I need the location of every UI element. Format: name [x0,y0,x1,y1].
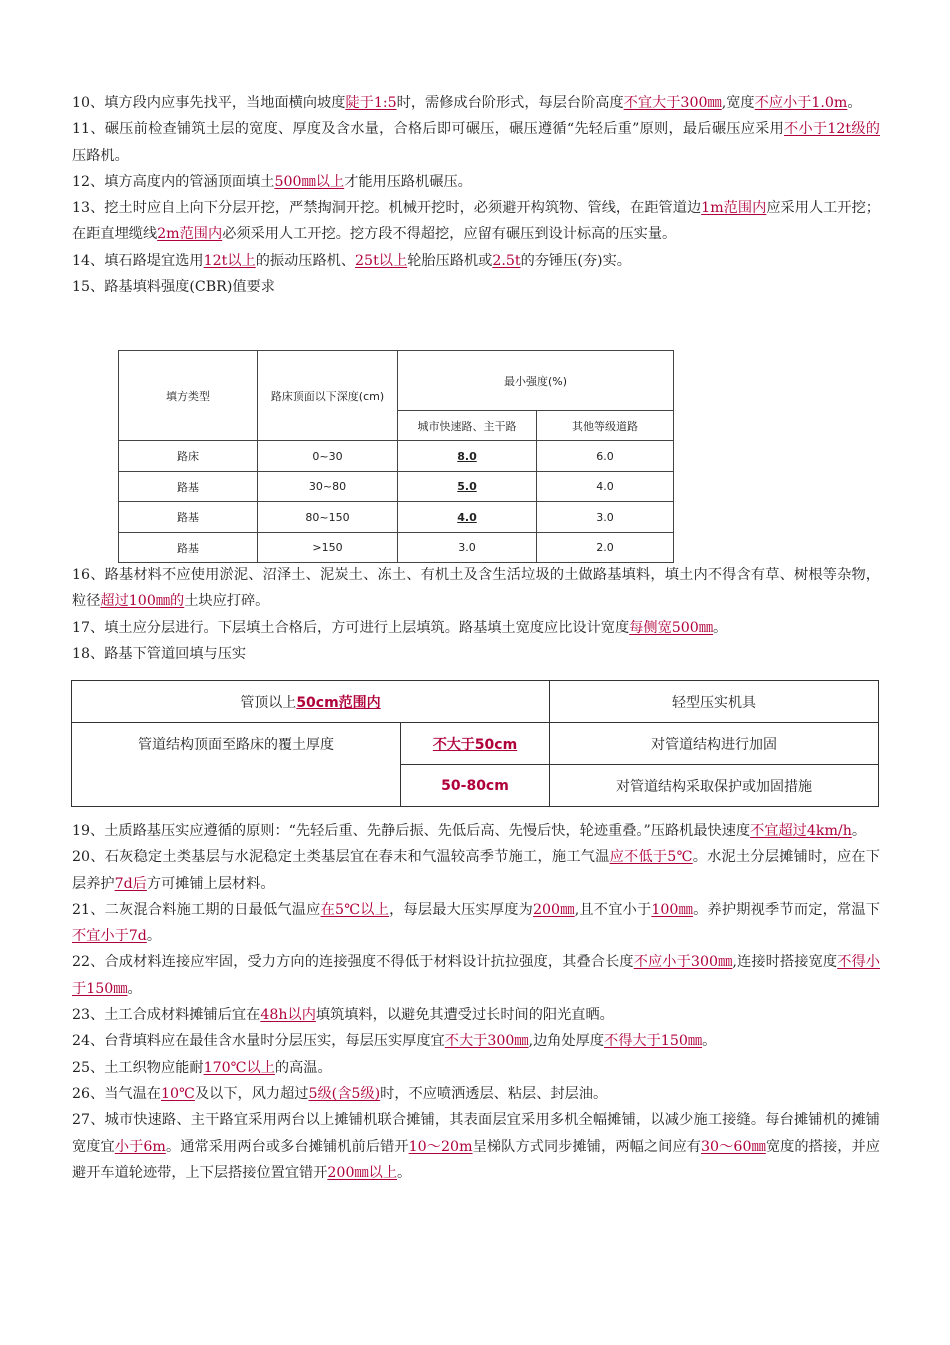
pipe-backfill-table [71,680,879,807]
paragraph-text: 15、路基填料强度(CBR)值要求 [72,279,275,296]
cbr-header-other-roads: 其他等级道路 [537,411,674,441]
section-16-18 [72,562,880,667]
cbr-cell-depth: 80~150 [258,502,398,533]
highlight-text: 30～60㎜ [701,1138,766,1155]
pipe-top-range: 50cm范围内 [296,694,381,711]
paragraph-text: 14、填石路堤宜选用 [72,252,204,269]
paragraph [72,248,880,274]
paragraph [72,562,880,615]
highlight-text: 500㎜以上 [274,173,345,190]
paragraph-text: 11、碾压前检查铺筑土层的宽度、厚度及含水量，合格后即可碾压，碾压遵循“先轻后重”原则，最后碾压应采用 [72,121,785,138]
table-row [119,502,674,533]
paragraph-text: 。 [397,1164,412,1181]
paragraph [72,641,880,667]
paragraph [72,169,880,195]
highlight-text: 不应小于300㎜ [633,954,733,971]
paragraph-text: 必须采用人工开挖。挖方段不得超挖，应留有碾压到设计标高的压实量。 [222,226,677,243]
paragraph-text: 23、土工合成材料摊铺后宜在 [72,1007,261,1024]
cbr-cell-v1: 5.0 [398,472,537,502]
paragraph-text: 时，需修成台阶形式，每层台阶高度 [396,95,624,111]
cbr-header-expressway: 城市快速路、主干路 [398,411,537,441]
highlight-text: 5级(含5级) [308,1085,381,1102]
paragraph [72,1002,880,1028]
highlight-text: 10℃ [161,1085,195,1102]
highlight-text: 100㎜ [651,901,694,918]
highlight-text: 48h以内 [260,1007,316,1024]
paragraph-text: 27、城市快速路、主干路宜采用两台以上摊铺机联合摊铺，其表面层宜采用多机全幅摊铺，以减少施工接缝。每台摊铺机的摊铺宽度宜 [72,1112,880,1155]
paragraph-text: 22、合成材料连接应牢固，受力方向的连接强度不得低于材料设计抗拉强度，其叠合长度 [72,954,634,971]
paragraph-text: ,且不宜小于 [574,901,652,918]
paragraph-text: 。 [146,928,162,945]
highlight-text: 1m范围内 [701,200,767,217]
highlight-text: 不宜大于300㎜ [623,95,722,111]
paragraph [72,1028,880,1054]
paragraph [72,274,880,300]
paragraph-text: 19、土质路基压实应遵循的原则：“先轻后重、先静后振、先低后高、先慢后快，轮迹重叠。”压路机最快速度 [72,823,751,839]
paragraph [72,615,880,641]
paragraph-text: 土块应打碎。 [184,593,270,610]
paragraph-text: 20、石灰稳定土类基层与水泥稳定土类基层宜在春末和气温较高季节施工，施工气温 [72,849,610,866]
paragraph-text: ,宽度 [721,95,755,111]
paragraph-text: 及以下，风力超过 [194,1085,309,1102]
cbr-strength-table [118,350,674,563]
paragraph [72,1107,880,1186]
pipe-top-cell [72,681,550,723]
paragraph-text: 16、路基材料不应使用淤泥、沼泽土、泥炭土、冻土、有机土及含生活垃圾的土做路基填料，填土内不得含有草、树根等杂物，粒径 [72,567,880,610]
highlight-text: 2.5t [492,252,521,269]
paragraph-text: 才能用压路机碾压。 [344,173,472,190]
highlight-text: 200㎜以上 [327,1164,398,1181]
paragraph-text: 。通常采用两台或多台摊铺机前后错开 [165,1138,409,1155]
highlight-text: 2m范围内 [157,226,223,243]
paragraph-text: 呈梯队方式同步摊铺，两幅之间应有 [472,1138,702,1155]
cbr-cell-v1: 8.0 [398,441,537,472]
section-19-27 [72,818,880,1186]
paragraph-text: 13、挖土时应自上向下分层开挖，严禁掏洞开挖。机械开挖时，必须避开构筑物、管线，在距管道边 [72,200,702,217]
cbr-cell-depth: 0~30 [258,441,398,472]
paragraph-text: 。 [702,1033,717,1050]
paragraph-text: 。 [713,619,728,636]
highlight-text: 不宜小于7d [72,928,147,945]
highlight-text: 170℃以上 [203,1059,275,1076]
cbr-cell-v1: 4.0 [398,502,537,533]
paragraph-text: 方可摊铺上层材料。 [146,875,275,892]
paragraph-text: 的夯锤压(夯)实。 [520,252,631,269]
paragraph [72,195,880,248]
paragraph [72,1081,880,1107]
paragraph-text: 的振动压路机、 [255,252,356,269]
section-10-15 [72,90,880,300]
highlight-text: 7d后 [114,875,147,892]
paragraph-text: 18、路基下管道回填与压实 [72,645,247,662]
cbr-cell-type: 路床 [119,441,258,472]
paragraph [72,116,880,169]
highlight-text: 超过100㎜的 [100,593,185,610]
highlight-text: 不大于300㎜ [444,1033,529,1050]
highlight-text: 25t以上 [355,252,408,269]
paragraph-text: 17、填土应分层进行。下层填土合格后，方可进行上层填筑。路基填土宽度应比设计宽度 [72,619,630,636]
paragraph-text: 21、二灰混合料施工期的日最低气温应 [72,901,321,918]
paragraph-text: 轮胎压路机或 [407,252,493,269]
paragraph-text: 10、填方段内应事先找平，当地面横向坡度 [72,95,346,111]
cbr-cell-v2: 4.0 [537,472,674,502]
paragraph-text: 应采用人工开挖；在距直埋缆线 [72,200,880,243]
highlight-text: 不应小于1.0m [754,95,848,111]
highlight-text: 每侧宽500㎜ [629,619,714,636]
paragraph-text: 填筑填料，以避免其遭受过长时间的阳光直晒。 [315,1007,614,1024]
highlight-text: 不宜超过4km/h [750,823,852,839]
table-row [119,441,674,472]
paragraph-text: 时，不应喷洒透层、粘层、封层油。 [380,1085,608,1102]
table-row [119,533,674,563]
pipe-cover-depth-label: 管道结构顶面至路床的覆土厚度 [72,723,401,807]
paragraph-text: 。 [851,823,867,839]
highlight-text: 不得大于150㎜ [604,1033,703,1050]
paragraph-text: 压路机。 [72,147,129,164]
paragraph-text: 。 [847,95,862,111]
highlight-text: 在5℃以上 [320,901,390,918]
pipe-top-prefix: 管顶以上 [240,694,297,711]
paragraph-text: 的高温。 [274,1059,332,1076]
paragraph-text: 25、土工织物应能耐 [72,1059,204,1076]
highlight-text: 陡于1:5 [345,95,397,111]
paragraph-text: 。养护期视季节而定，常温下 [693,901,880,918]
paragraph-text: ,边角处厚度 [528,1033,605,1050]
cbr-cell-type: 路基 [119,472,258,502]
highlight-text: 不小于12t级的 [784,121,880,138]
paragraph [72,949,880,1002]
paragraph-text: ,连接时搭接宽度 [732,954,838,971]
cbr-cell-depth: >150 [258,533,398,563]
cbr-cell-v2: 3.0 [537,502,674,533]
cbr-cell-v2: 2.0 [537,533,674,563]
pipe-measure-1: 对管道结构进行加固 [550,723,879,765]
highlight-text: 10～20m [408,1138,473,1155]
paragraph-text: ，每层最大压实厚度为 [389,901,533,918]
cbr-header-depth: 路床顶面以下深度(cm) [258,351,398,441]
cbr-cell-type: 路基 [119,502,258,533]
highlight-text: 12t以上 [203,252,256,269]
paragraph-text: 12、填方高度内的管涵顶面填土 [72,173,275,190]
cbr-cell-v2: 6.0 [537,441,674,472]
paragraph [72,90,880,116]
paragraph-text: 。水泥土分层摊铺时，应在下层养护 [72,849,880,892]
cbr-cell-depth: 30~80 [258,472,398,502]
paragraph [72,897,880,950]
table-row [72,723,879,765]
paragraph-text: 宽度的搭接，并应避开车道轮迹带，上下层搭接位置宜错开 [72,1138,880,1181]
highlight-text: 小于6m [114,1138,166,1155]
highlight-text: 应不低于5℃ [609,849,693,866]
paragraph [72,844,880,897]
cbr-cell-v1: 3.0 [398,533,537,563]
pipe-top-equipment: 轻型压实机具 [550,681,879,723]
paragraph-text: 24、台背填料应在最佳含水量时分层压实，每层压实厚度宜 [72,1033,445,1050]
cbr-header-min-strength: 最小强度(%) [398,351,674,411]
table-row [72,681,879,723]
pipe-depth-value-2: 50-80cm [401,765,550,807]
highlight-text: 200㎜ [533,901,575,918]
paragraph-text: 。 [127,980,142,997]
highlight-text: 不得小于150㎜ [72,954,880,997]
paragraph [72,818,880,844]
paragraph [72,1055,880,1081]
pipe-depth-value-1: 不大于50cm [401,723,550,765]
paragraph-text: 26、当气温在 [72,1085,161,1102]
table-row [119,472,674,502]
pipe-measure-2: 对管道结构采取保护或加固措施 [550,765,879,807]
cbr-header-fill-type: 填方类型 [119,351,258,441]
cbr-cell-type: 路基 [119,533,258,563]
